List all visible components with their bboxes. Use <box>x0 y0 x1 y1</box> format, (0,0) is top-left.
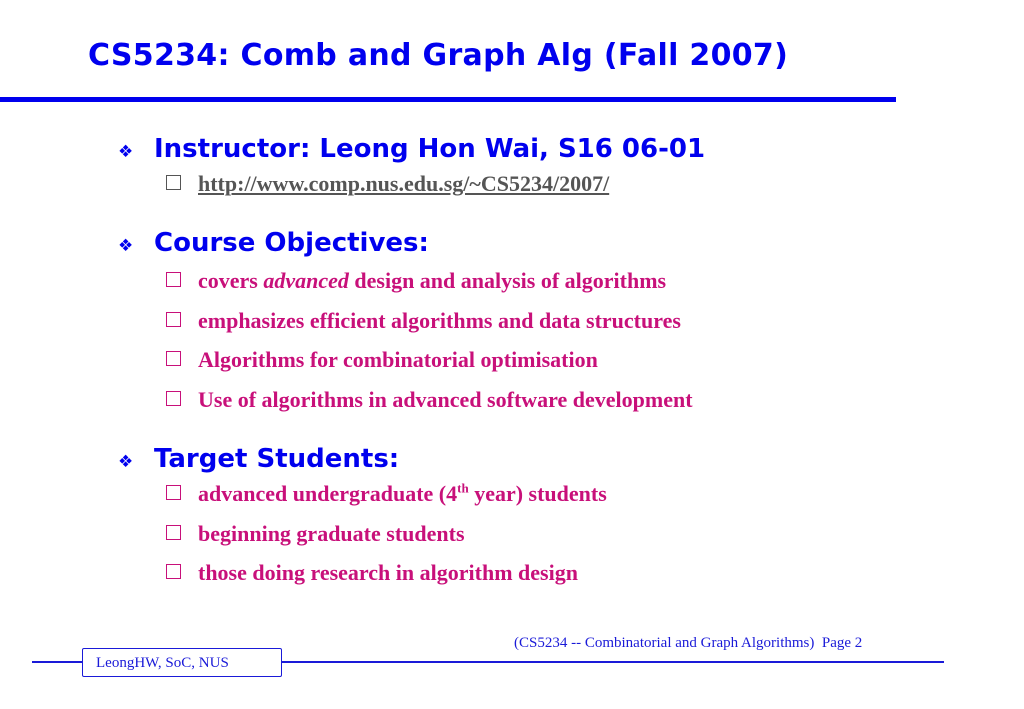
diamond-bullet-icon: ❖ <box>118 452 134 472</box>
section-heading <box>118 134 705 164</box>
title-underline <box>0 97 896 102</box>
list-item <box>166 340 693 380</box>
list-item-text: those doing research in algorithm design <box>198 560 578 585</box>
square-bullet-icon <box>166 351 181 366</box>
section-target-students <box>118 444 607 593</box>
square-bullet-icon <box>166 175 181 190</box>
list-item <box>166 301 693 341</box>
section-heading <box>118 228 693 258</box>
list-item-text: advanced undergraduate (4th year) students <box>198 480 607 506</box>
section-instructor <box>118 134 705 204</box>
list-item-text: covers advanced design and analysis of algorithms <box>198 268 667 293</box>
footer-author-box: LeongHW, SoC, NUS <box>82 648 282 677</box>
list-item-text: Use of algorithms in advanced software development <box>198 386 693 412</box>
course-website-link[interactable]: http://www.comp.nus.edu.sg/~CS5234/2007/ <box>198 171 610 196</box>
slide-title: CS5234: Comb and Graph Alg (Fall 2007) <box>88 38 789 73</box>
section-objectives <box>118 228 693 419</box>
section-label: Instructor: Leong Hon Wai, S16 06-01 <box>154 134 706 164</box>
list-item-text: Algorithms for combinatorial optimisation <box>198 347 598 372</box>
list-item-text: emphasizes efficient algorithms and data structures <box>198 307 681 333</box>
section-label: Course Objectives: <box>154 228 429 258</box>
list-item <box>166 553 607 593</box>
list-item <box>166 380 693 420</box>
square-bullet-icon <box>166 391 181 406</box>
list-item[interactable] <box>166 164 705 204</box>
footer-rule-left <box>32 661 84 663</box>
list-item-text: beginning graduate students <box>198 520 465 546</box>
diamond-bullet-icon: ❖ <box>118 236 134 256</box>
section-label: Target Students: <box>154 444 400 474</box>
section-heading <box>118 444 607 474</box>
square-bullet-icon <box>166 525 181 540</box>
square-bullet-icon <box>166 312 181 327</box>
square-bullet-icon <box>166 272 181 287</box>
list-item <box>166 514 607 554</box>
square-bullet-icon <box>166 564 181 579</box>
diamond-bullet-icon: ❖ <box>118 142 134 162</box>
page-number: Page 2 <box>821 635 863 651</box>
footer-course-caption: (CS5234 -- Combinatorial and Graph Algorithms) Page 2 <box>514 635 863 651</box>
list-item <box>166 261 693 301</box>
square-bullet-icon <box>166 485 181 500</box>
list-item <box>166 474 607 514</box>
footer-rule-right <box>282 661 944 663</box>
